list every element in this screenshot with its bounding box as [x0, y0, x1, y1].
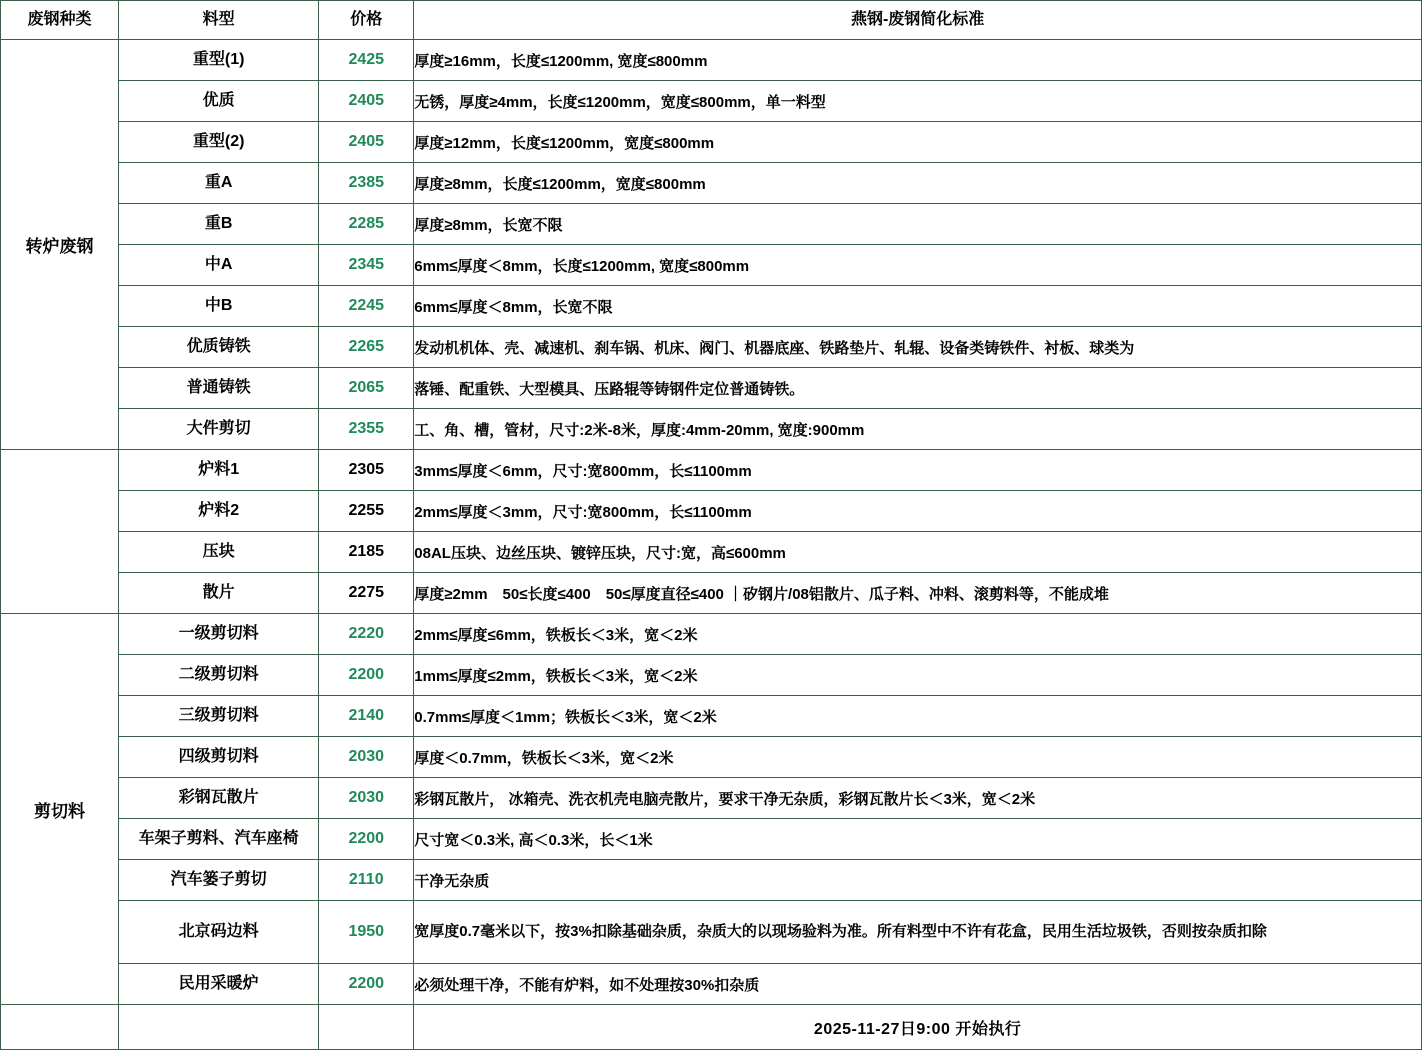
table-row [1, 901, 1422, 964]
type-cell: 四级剪切料 [119, 737, 319, 778]
footer-spacer-category [1, 1005, 119, 1050]
table-row [1, 122, 1422, 163]
type-cell: 重B [119, 204, 319, 245]
standard-cell: 工、角、槽，管材，尺寸:2米-8米，厚度:4mm-20mm, 宽度:900mm [414, 409, 1422, 450]
header-category: 废钢种类 [1, 1, 119, 40]
table-row [1, 409, 1422, 450]
price-cell: 2200 [319, 655, 414, 696]
type-cell: 压块 [119, 532, 319, 573]
table-row [1, 81, 1422, 122]
standard-cell: 必须处理干净，不能有炉料，如不处理按30%扣杂质 [414, 964, 1422, 1005]
standard-cell: 厚度＜0.7mm，铁板长＜3米，宽＜2米 [414, 737, 1422, 778]
footer-spacer-price [319, 1005, 414, 1050]
type-cell: 二级剪切料 [119, 655, 319, 696]
standard-cell: 落锤、配重铁、大型模具、压路辊等铸钢件定位普通铸铁。 [414, 368, 1422, 409]
category-cell-0: 转炉废钢 [1, 40, 119, 450]
price-cell: 2065 [319, 368, 414, 409]
type-cell: 三级剪切料 [119, 696, 319, 737]
standard-cell: 尺寸宽＜0.3米, 高＜0.3米，长＜1米 [414, 819, 1422, 860]
type-cell: 炉料2 [119, 491, 319, 532]
standard-cell: 干净无杂质 [414, 860, 1422, 901]
standard-cell: 发动机机体、壳、减速机、刹车锅、机床、阀门、机器底座、铁路垫片、轧辊、设备类铸铁件、衬板、球类为 [414, 327, 1422, 368]
price-cell: 2030 [319, 778, 414, 819]
price-cell: 2245 [319, 286, 414, 327]
type-cell: 重A [119, 163, 319, 204]
table-row [1, 696, 1422, 737]
table-row [1, 655, 1422, 696]
price-cell: 2140 [319, 696, 414, 737]
standard-cell: 1mm≤厚度≤2mm，铁板长＜3米，宽＜2米 [414, 655, 1422, 696]
price-cell: 2385 [319, 163, 414, 204]
price-cell: 2275 [319, 573, 414, 614]
type-cell: 优质铸铁 [119, 327, 319, 368]
price-cell: 2355 [319, 409, 414, 450]
type-cell: 大件剪切 [119, 409, 319, 450]
standard-cell: 厚度≥12mm，长度≤1200mm，宽度≤800mm [414, 122, 1422, 163]
table-body [1, 1, 1422, 1050]
price-cell: 2255 [319, 491, 414, 532]
table-row [1, 737, 1422, 778]
price-cell: 2220 [319, 614, 414, 655]
table-row [1, 819, 1422, 860]
standard-cell: 厚度≥2mm 50≤长度≤400 50≤厚度直径≤400 ｜矽钢片/08铝散片、瓜子料、冲料、滚剪料等，不能成堆 [414, 573, 1422, 614]
type-cell: 普通铸铁 [119, 368, 319, 409]
price-cell: 2200 [319, 964, 414, 1005]
table-row [1, 368, 1422, 409]
table-header-row [1, 1, 1422, 40]
standard-cell: 宽厚度0.7毫米以下，按3%扣除基础杂质，杂质大的以现场验料为准。所有料型中不许有花盒，民用生活垃圾铁，否则按杂质扣除 [414, 901, 1422, 964]
type-cell: 彩钢瓦散片 [119, 778, 319, 819]
price-cell: 2345 [319, 245, 414, 286]
type-cell: 散片 [119, 573, 319, 614]
table-row [1, 964, 1422, 1005]
price-cell: 2405 [319, 81, 414, 122]
price-cell: 2200 [319, 819, 414, 860]
footer-spacer-type [119, 1005, 319, 1050]
standard-cell: 0.7mm≤厚度＜1mm；铁板长＜3米，宽＜2米 [414, 696, 1422, 737]
standard-cell: 2mm≤厚度＜3mm，尺寸:宽800mm，长≤1100mm [414, 491, 1422, 532]
footer-row [1, 1005, 1422, 1050]
table-row [1, 204, 1422, 245]
type-cell: 炉料1 [119, 450, 319, 491]
type-cell: 北京码边料 [119, 901, 319, 964]
standard-cell: 2mm≤厚度≤6mm，铁板长＜3米，宽＜2米 [414, 614, 1422, 655]
table-row [1, 450, 1422, 491]
table-row [1, 778, 1422, 819]
standard-cell: 6mm≤厚度＜8mm，长度≤1200mm, 宽度≤800mm [414, 245, 1422, 286]
type-cell: 优质 [119, 81, 319, 122]
price-cell: 2110 [319, 860, 414, 901]
price-cell: 2030 [319, 737, 414, 778]
type-cell: 民用采暖炉 [119, 964, 319, 1005]
type-cell: 汽车篓子剪切 [119, 860, 319, 901]
type-cell: 车架子剪料、汽车座椅 [119, 819, 319, 860]
table-row [1, 245, 1422, 286]
standard-cell: 厚度≥8mm，长度≤1200mm，宽度≤800mm [414, 163, 1422, 204]
category-cell-1 [1, 450, 119, 614]
price-cell: 2305 [319, 450, 414, 491]
standard-cell: 6mm≤厚度＜8mm，长宽不限 [414, 286, 1422, 327]
standard-cell: 无锈，厚度≥4mm，长度≤1200mm，宽度≤800mm，单一料型 [414, 81, 1422, 122]
type-cell: 中B [119, 286, 319, 327]
price-cell: 2265 [319, 327, 414, 368]
table-row [1, 573, 1422, 614]
type-cell: 一级剪切料 [119, 614, 319, 655]
price-cell: 2185 [319, 532, 414, 573]
table-row [1, 163, 1422, 204]
price-cell: 2285 [319, 204, 414, 245]
standard-cell: 3mm≤厚度＜6mm，尺寸:宽800mm，长≤1100mm [414, 450, 1422, 491]
header-standard: 燕钢-废钢简化标准 [414, 1, 1422, 40]
table-row [1, 286, 1422, 327]
header-type: 料型 [119, 1, 319, 40]
effective-date-note: 2025-11-27日9:00 开始执行 [414, 1005, 1422, 1050]
price-cell: 1950 [319, 901, 414, 964]
standard-cell: 厚度≥16mm，长度≤1200mm, 宽度≤800mm [414, 40, 1422, 81]
standard-cell: 彩钢瓦散片， 冰箱壳、洗衣机壳电脑壳散片，要求干净无杂质，彩钢瓦散片长＜3米，宽＜2米 [414, 778, 1422, 819]
standard-cell: 厚度≥8mm，长宽不限 [414, 204, 1422, 245]
category-cell-2: 剪切料 [1, 614, 119, 1005]
table-row [1, 40, 1422, 81]
type-cell: 重型(1) [119, 40, 319, 81]
standard-cell: 08AL压块、边丝压块、镀锌压块，尺寸:宽，高≤600mm [414, 532, 1422, 573]
header-price: 价格 [319, 1, 414, 40]
type-cell: 中A [119, 245, 319, 286]
table-row [1, 614, 1422, 655]
table-row [1, 327, 1422, 368]
table-row [1, 860, 1422, 901]
table-row [1, 532, 1422, 573]
type-cell: 重型(2) [119, 122, 319, 163]
price-cell: 2425 [319, 40, 414, 81]
table-row [1, 491, 1422, 532]
price-cell: 2405 [319, 122, 414, 163]
